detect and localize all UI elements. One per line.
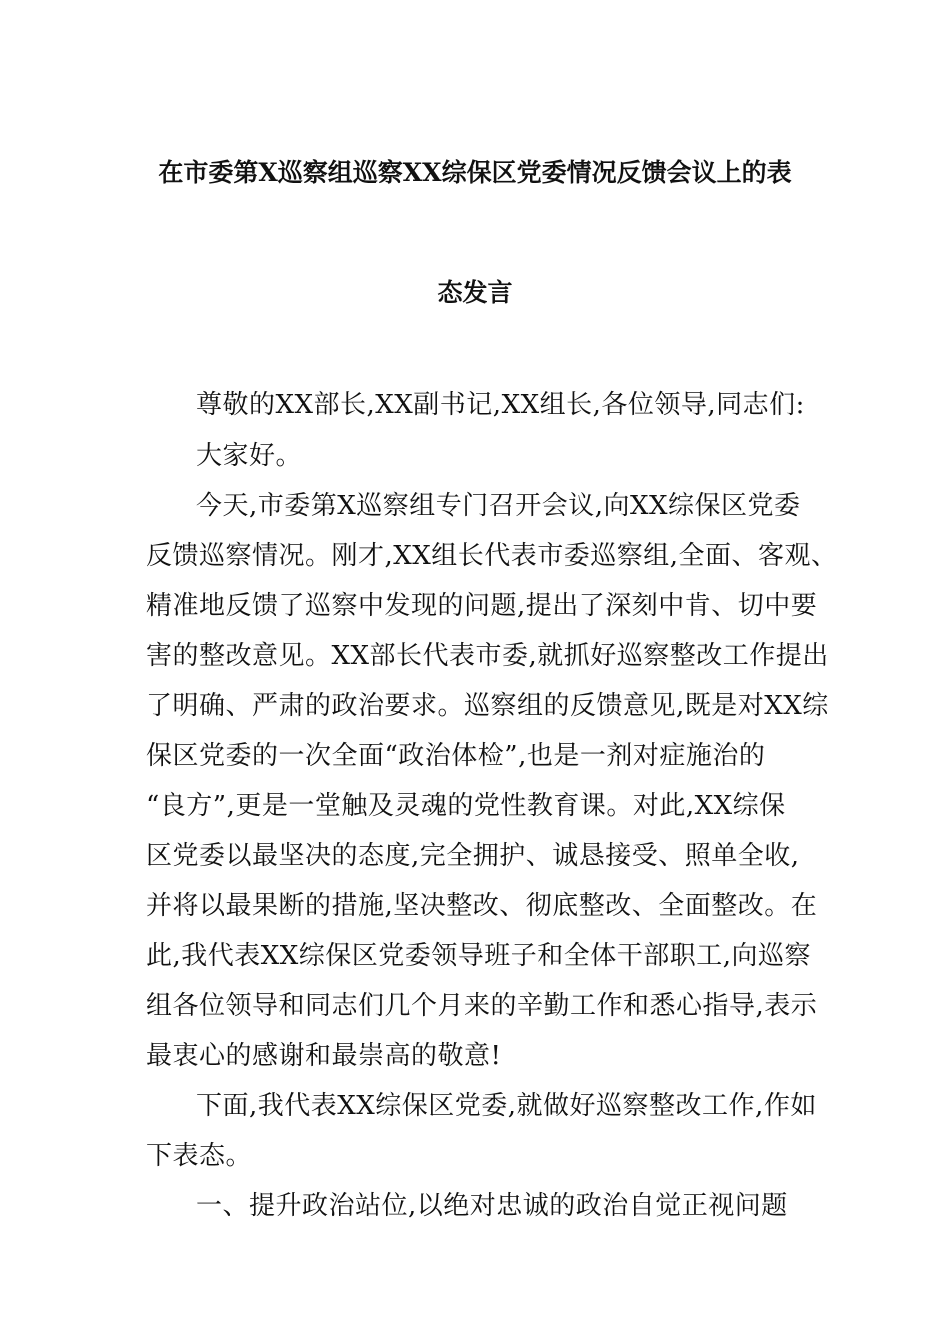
body-text-line: 今天,市委第X巡察组专门召开会议,向XX综保区党委 [196,491,801,521]
body-text-line: 了明确、严肃的政治要求。巡察组的反馈意见,既是对XX综 [146,691,829,721]
body-text-line: 下面,我代表XX综保区党委,就做好巡察整改工作,作如 [196,1091,817,1121]
body-text-line: 并将以最果断的措施,坚决整改、彻底整改、全面整改。在 [146,891,818,921]
document-title-line-2: 态发言 [437,278,513,307]
body-text-line: 下表态。 [146,1141,253,1171]
body-text-line: 反馈巡察情况。刚才,XX组长代表市委巡察组,全面、客观、 [146,541,838,571]
document-title-line-1: 在市委第X巡察组巡察XX综保区党委情况反馈会议上的表 [158,158,792,187]
greeting-line: 大家好。 [196,441,303,471]
body-text-line: 区党委以最坚决的态度,完全拥护、诚恳接受、照单全收, [146,841,800,871]
body-text-line: 组各位领导和同志们几个月来的辛勤工作和悉心指导,表示 [146,991,818,1021]
salutation-line: 尊敬的XX部长,XX副书记,XX组长,各位领导,同志们: [196,390,805,420]
body-text-line: 保区党委的一次全面“政治体检”,也是一剂对症施治的 [146,741,766,771]
body-text-line: 精准地反馈了巡察中发现的问题,提出了深刻中肯、切中要 [146,591,818,621]
section-heading: 一、提升政治站位,以绝对忠诚的政治自觉正视问题 [196,1191,788,1221]
body-text-line: “良方”,更是一堂触及灵魂的党性教育课。对此,XX综保 [146,791,786,821]
body-text-line: 此,我代表XX综保区党委领导班子和全体干部职工,向巡察 [146,941,812,971]
body-text-line: 最衷心的感谢和最崇高的敬意! [146,1041,502,1071]
body-text-line: 害的整改意见。XX部长代表市委,就抓好巡察整改工作提出 [146,641,829,671]
